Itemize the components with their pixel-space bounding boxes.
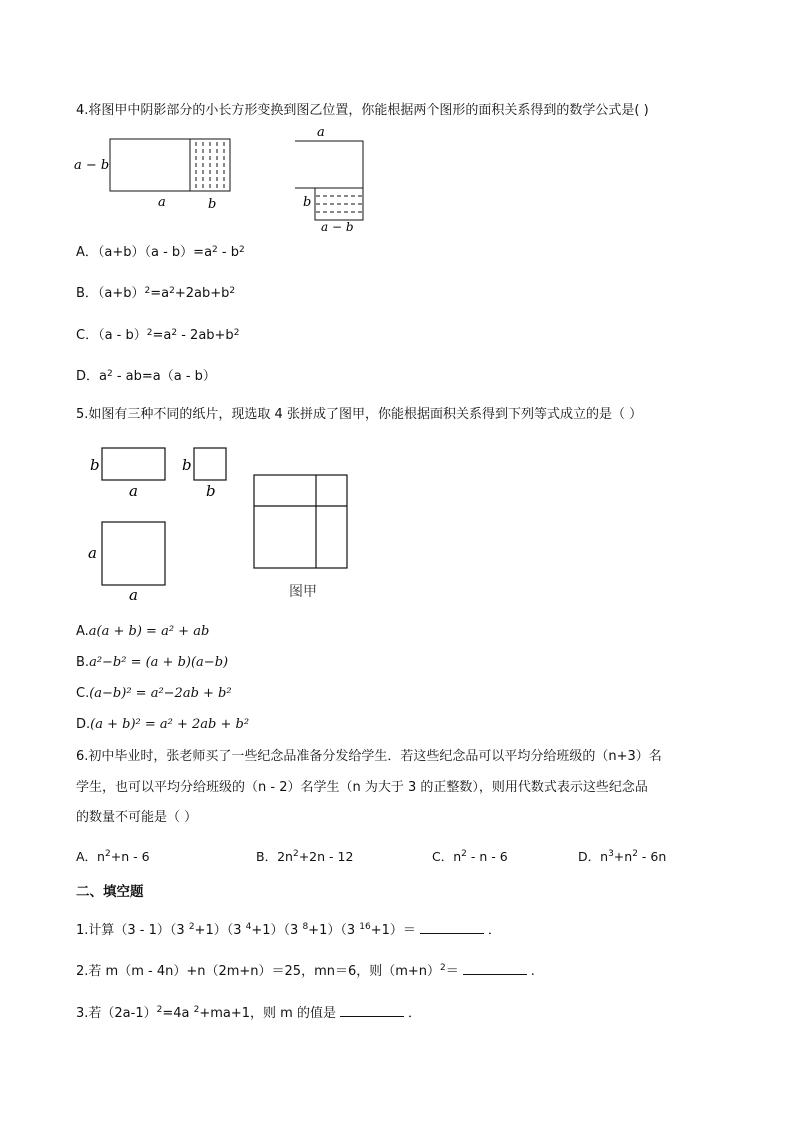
figure-jia-caption: 图甲: [289, 584, 317, 600]
answer-blank[interactable]: [340, 1004, 404, 1017]
q5-figure-pieces: [80, 440, 370, 610]
label-b: b: [208, 197, 217, 212]
q6-stem-line2: 学生，也可以平均分给班级的（n - 2）名学生（n 为大于 3 的正整数），则用代数式表示这些纪念品: [76, 780, 648, 795]
label-top-a: a: [317, 125, 325, 140]
svg-text:b: b: [206, 482, 216, 500]
q6-stem-line1: 6.初中毕业时，张老师买了一些纪念品准备分发给学生．若这些纪念品可以平均分给班级的（n+3）名: [76, 749, 662, 764]
q6-option-d: D．$n^3+n^2 - 6n$: [578, 849, 667, 864]
q4-option-a: A．$(a+b)(a - b)=a^2 - b^2$: [76, 245, 245, 260]
q6-stem-line3: 的数量不可能是（ ）: [76, 810, 198, 825]
q5-stem: 5.如图有三种不同的纸片，现选取 4 张拼成了图甲，你能根据面积关系得到下列等式成立的是（ ）: [76, 407, 643, 422]
label-a-minus-b: a − b: [74, 158, 110, 173]
q6-option-a: A．$n^2+n - 6$: [76, 849, 150, 864]
label-left-b: b: [303, 195, 312, 210]
q4-option-c: C．$(a - b)^2=a^2 - 2ab+b^2$: [76, 328, 240, 343]
q5-option-d: D.(a + b)² = a² + 2ab + b²: [76, 717, 250, 732]
square-piece-a: [102, 522, 165, 585]
q4-stem: 4.将图甲中阴影部分的小长方形变换到图乙位置，你能根据两个图形的面积关系得到的数学公式是( ): [76, 103, 649, 118]
svg-text:a: a: [88, 544, 97, 562]
answer-blank[interactable]: [420, 921, 484, 934]
q5-option-c: C.(a−b)² = a²−2ab + b²: [76, 686, 232, 701]
q4-figure-yi: [295, 124, 380, 234]
q5-option-b: B.a²−b² = (a + b)(a−b): [76, 655, 229, 670]
svg-text:b: b: [90, 456, 100, 474]
svg-text:b: b: [182, 456, 192, 474]
fill-q2: 2.若 m（m - 4n）+n（2m+n）＝25，mn＝6，则$(m+n)^2=$ .: [76, 963, 535, 979]
label-a: a: [158, 195, 166, 210]
figure-jia-square: [254, 475, 347, 568]
answer-blank[interactable]: [463, 962, 527, 975]
q6-option-b: B．$2n^2+2n - 12$: [256, 849, 354, 864]
q6-option-c: C．$n^2$ - n - 6: [432, 849, 508, 864]
svg-text:a: a: [129, 586, 138, 604]
label-bottom-a-minus-b: a − b: [321, 220, 354, 234]
q4-option-d: D．$a^2 - ab=a(a - b)$: [76, 369, 216, 384]
q4-figure-jia: [70, 130, 245, 215]
square-piece-b: [194, 448, 226, 480]
q4-option-b: B．$(a+b)^2=a^2+2ab+b^2$: [76, 286, 236, 301]
q5-option-a: A.a(a + b) = a² + ab: [76, 624, 210, 639]
fill-q1: 1.计算（3 - 1）（3 $^2$+1）（3 $^4$+1）（3 $^8$+1）（3 $^{16}$+1）＝ ．: [76, 922, 501, 938]
fill-q3: 3.若$(2a-1)^2=4a$ $^2$+ma+1，则 m 的值是 ．: [76, 1005, 421, 1021]
section-title-fill-in: 二、填空题: [76, 884, 144, 900]
rect-piece-ab: [102, 448, 165, 480]
svg-text:a: a: [129, 482, 138, 500]
